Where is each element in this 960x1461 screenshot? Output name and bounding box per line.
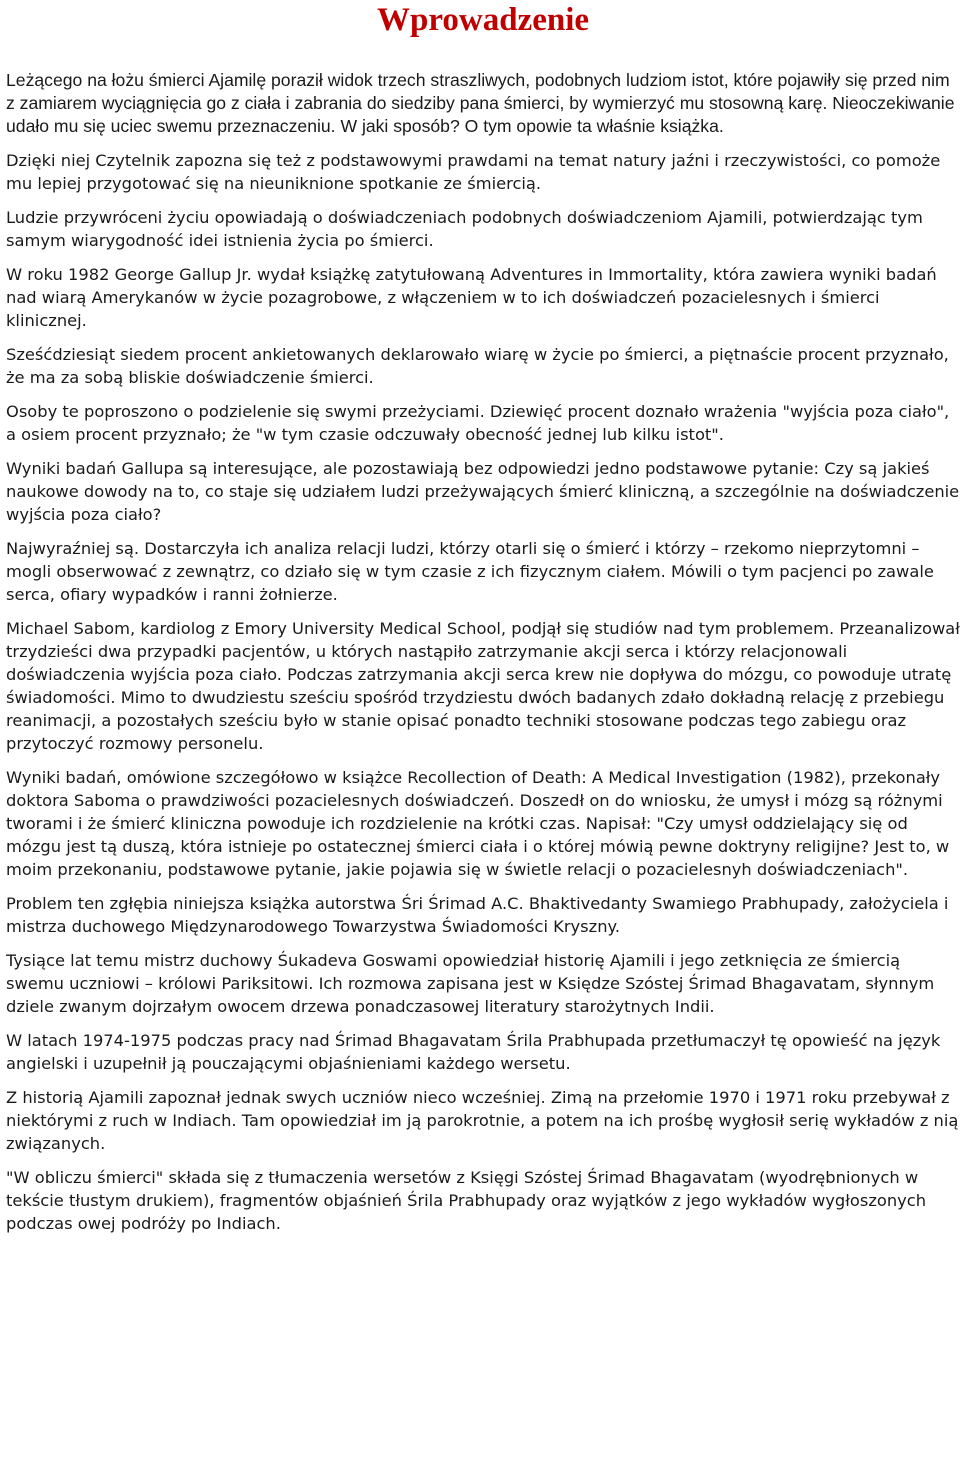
paragraph: Wyniki badań Gallupa są interesujące, ale pozostawiają bez odpowiedzi jedno podstawowe pytanie: Czy są jakieś naukowe dowody na to, co staje się udziałem ludzi przeżywających śmierć kliniczną, a szczególnie na doświadczenie wyjścia poza ciało?	[6, 459, 960, 524]
paragraph: Sześćdziesiąt siedem procent ankietowanych deklarowało wiarę w życie po śmierci, a piętnaście procent przyznało, że ma za sobą bliskie doświadczenie śmierci.	[6, 345, 949, 387]
document-page	[6, 0, 960, 1235]
paragraph: Dzięki niej Czytelnik zapozna się też z podstawowymi prawdami na temat natury jaźni i rzeczywistości, co pomoże mu lepiej przygotować się na nieuniknione spotkanie ze śmiercią.	[6, 151, 941, 193]
paragraph: Osoby te poproszono o podzielenie się swymi przeżyciami. Dziewięć procent doznało wrażenia "wyjścia poza ciało", a osiem procent przyznało; że "w tym czasie odczuwały obecność jednej lub kilku istot".	[6, 402, 950, 444]
paragraph-intro: Leżącego na łożu śmierci Ajamilę poraził widok trzech straszliwych, podobnych ludziom istot, które pojawiły się przed nim z zamiarem wyciągnięcia go z ciała i zabrania do siedziby pana śmierci, by wymierzyć mu stosowną karę. Nieoczekiwanie udało mu się uciec swemu przeznaczeniu. W jaki sposób? O tym opowie ta właśnie książka.	[6, 70, 955, 136]
paragraph: Problem ten zgłębia niniejsza książka autorstwa Śri Śrimad A.C. Bhaktivedanty Swamiego Prabhupady, założyciela i mistrza duchowego Międzynarodowego Towarzystwa Świadomości Kryszny.	[6, 894, 949, 936]
paragraph: W latach 1974-1975 podczas pracy nad Śrimad Bhagavatam Śrila Prabhupada przetłumaczył tę opowieść na język angielski i uzupełnił ją pouczającymi objaśnieniami każdego wersetu.	[6, 1031, 941, 1073]
paragraph: Najwyraźniej są. Dostarczyła ich analiza relacji ludzi, którzy otarli się o śmierć i którzy – rzekomo nieprzytomni – mogli obserwować z zewnątrz, co działo się w tym czasie z ich fizycznym ciałem. Mówili o tym pacjenci po zawale serca, ofiary wypadków i ranni żołnierze.	[6, 539, 934, 604]
paragraph: "W obliczu śmierci" składa się z tłumaczenia wersetów z Księgi Szóstej Śrimad Bhagavatam (wyodrębnionych w tekście tłustym drukiem), fragmentów objaśnień Śrila Prabhupady oraz wyjątków z jego wykładów wygłoszonych podczas owej podróży po Indiach.	[6, 1168, 927, 1233]
paragraph: Michael Sabom, kardiolog z Emory University Medical School, podjął się studiów nad tym problemem. Przeanalizował trzydzieści dwa przypadki pacjentów, u których nastąpiło zatrzymanie akcji serca i którzy relacjonowali doświadczenia wyjścia poza ciało. Podczas zatrzymania akcji serca krew nie dopływa do mózgu, co powoduje utratę świadomości. Mimo to dwudziestu sześciu spośród trzydziestu dwóch badanych zdało dokładną relację z przebiegu reanimacji, a pozostałych sześciu było w stanie opisać ponadto techniki stosowane podczas tego zabiegu oraz przytoczyć rozmowy personelu.	[6, 619, 960, 753]
paragraph: Wyniki badań, omówione szczegółowo w książce Recollection of Death: A Medical Investigation (1982), przekonały doktora Saboma o prawdziwości pozacielesnych doświadczeń. Doszedł on do wniosku, że umysł i mózg są różnymi tworami i że śmierć kliniczna powoduje ich rozdzielenie na krótki czas. Napisał: "Czy umysł oddzielający się od mózgu jest tą duszą, która istnieje po ostatecznej śmierci ciała i o której mówią pewne doktryny religijne? Jest to, w moim przekonaniu, podstawowe pytanie, jakie pojawia się w świetle relacji o pozacielesnyh doświadczeniach".	[6, 768, 950, 879]
page-title: Wprowadzenie	[376, 2, 590, 38]
paragraph: W roku 1982 George Gallup Jr. wydał książkę zatytułowaną Adventures in Immortality, która zawiera wyniki badań nad wiarą Amerykanów w życie pozagrobowe, z włączeniem w to ich doświadczeń pozacielesnych i śmierci klinicznej.	[6, 265, 937, 330]
paragraph: Ludzie przywróceni życiu opowiadają o doświadczeniach podobnych doświadczeniom Ajamili, potwierdzając tym samym wiarygodność idei istnienia życia po śmierci.	[6, 208, 923, 250]
paragraph: Tysiące lat temu mistrz duchowy Śukadeva Goswami opowiedział historię Ajamili i jego zetknięcia ze śmiercią swemu uczniowi – królowi Pariksitowi. Ich rozmowa zapisana jest w Księdze Szóstej Śrimad Bhagavatam, słynnym dziele zwanym dojrzałym owocem drzewa ponadczasowej literatury starożytnych Indii.	[6, 951, 935, 1016]
paragraph: Z historią Ajamili zapoznał jednak swych uczniów nieco wcześniej. Zimą na przełomie 1970 i 1971 roku przebywał z niektórymi z ruch w Indiach. Tam opowiedział im ją parokrotnie, a potem na ich prośbę wygłosił serię wykładów z nią związanych.	[6, 1088, 959, 1153]
